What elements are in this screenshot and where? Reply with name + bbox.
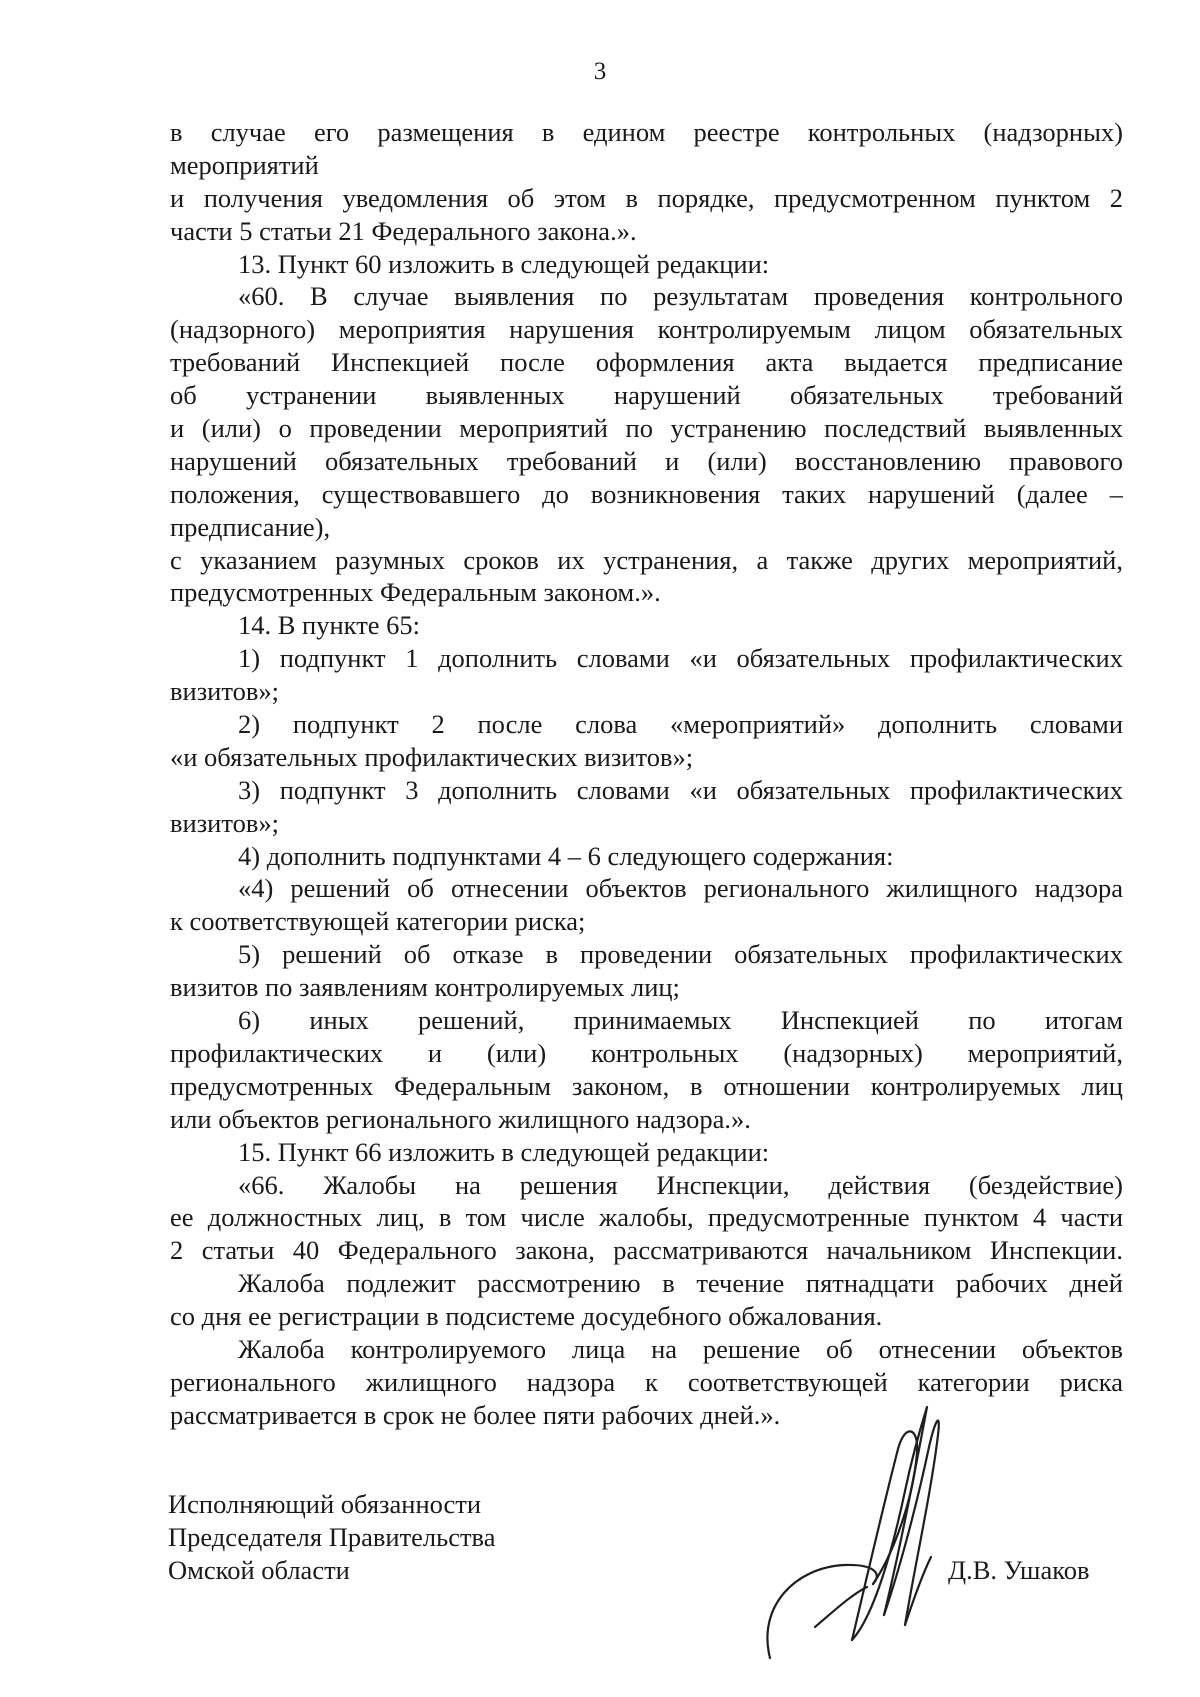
text-line: нарушений обязательных требований и (или) восстановлению правового (170, 445, 1123, 476)
text-line: ее должностных лиц, в том числе жалобы, предусмотренные пунктом 4 части (170, 1202, 1123, 1233)
text-line: 13. Пункт 60 изложить в следующей редакции: (238, 248, 770, 279)
text-line: об устранении выявленных нарушений обязательных требований (170, 380, 1123, 411)
text-line: визитов»; (170, 676, 279, 707)
text-line: визитов»; (170, 807, 279, 838)
text-line: «60. В случае выявления по результатам проведения контрольного (238, 281, 1123, 312)
text-line: «4) решений об отнесении объектов регионального жилищного надзора (238, 873, 1123, 904)
text-line: 5) решений об отказе в проведении обязательных профилактических (238, 939, 1123, 970)
text-line: предписание), (170, 511, 331, 542)
text-line: 1) подпункт 1 дополнить словами «и обязательных профилактических (238, 643, 1123, 674)
text-line: «и обязательных профилактических визитов»; (170, 741, 694, 772)
text-line: мероприятий (170, 149, 319, 180)
text-line: в случае его размещения в едином реестре контрольных (надзорных) (170, 117, 1123, 147)
document-body (170, 116, 1123, 1432)
text-line: 14. В пункте 65: (238, 610, 421, 641)
text-line: или объектов регионального жилищного надзора.». (170, 1103, 751, 1134)
page-number: 3 (593, 58, 607, 85)
text-line: предусмотренных Федеральным законом.». (170, 577, 661, 608)
text-line: 6) иных решений, принимаемых Инспекцией по итогам (238, 1005, 1123, 1036)
text-line: 15. Пункт 66 изложить в следующей редакции: (238, 1136, 770, 1167)
text-line: к соответствующей категории риска; (170, 906, 586, 937)
text-line: со дня ее регистрации в подсистеме досудебного обжалования. (170, 1301, 883, 1332)
signatory-position-line: Председателя Правительства (168, 1522, 496, 1552)
text-line: 2) подпункт 2 после слова «мероприятий» дополнить словами (238, 709, 1123, 740)
text-line: предусмотренных Федеральным законом, в отношении контролируемых лиц (170, 1070, 1123, 1101)
signatory-position (168, 1488, 496, 1587)
text-line: (надзорного) мероприятия нарушения контролируемым лицом обязательных (170, 314, 1123, 345)
signatory-position-line: Омской области (168, 1555, 350, 1585)
text-line: 2 статьи 40 Федерального закона, рассматриваются начальником Инспекции. (170, 1235, 1123, 1266)
text-line: 4) дополнить подпунктами 4 – 6 следующего содержания: (238, 840, 894, 871)
text-line: и (или) о проведении мероприятий по устранению последствий выявленных (170, 413, 1123, 444)
text-line: рассматривается в срок не более пяти рабочих дней.». (170, 1399, 781, 1430)
text-line: «66. Жалобы на решения Инспекции, действия (бездействие) (238, 1169, 1123, 1200)
text-line: и получения уведомления об этом в порядке, предусмотренном пунктом 2 (170, 182, 1123, 213)
text-line: Жалоба контролируемого лица на решение об отнесении объектов (238, 1333, 1123, 1364)
text-line: части 5 статьи 21 Федерального закона.». (170, 215, 637, 246)
text-line: требований Инспекцией после оформления акта выдается предписание (170, 347, 1123, 378)
handwritten-signature (755, 1395, 995, 1695)
text-line: профилактических и (или) контрольных (надзорных) мероприятий, (170, 1037, 1123, 1068)
text-line: визитов по заявлениям контролируемых лиц; (170, 972, 680, 1003)
signatory-position-line: Исполняющий обязанности (168, 1489, 482, 1519)
signatory-name: Д.В. Ушаков (948, 1555, 1090, 1585)
text-line: с указанием разумных сроков их устранения, а также других мероприятий, (170, 544, 1123, 575)
text-line: регионального жилищного надзора к соответствующей категории риска (170, 1366, 1123, 1397)
text-line: Жалоба подлежит рассмотрению в течение пятнадцати рабочих дней (238, 1268, 1123, 1299)
text-line: 3) подпункт 3 дополнить словами «и обязательных профилактических (238, 774, 1123, 805)
text-line: положения, существовавшего до возникновения таких нарушений (далее – (170, 478, 1123, 509)
